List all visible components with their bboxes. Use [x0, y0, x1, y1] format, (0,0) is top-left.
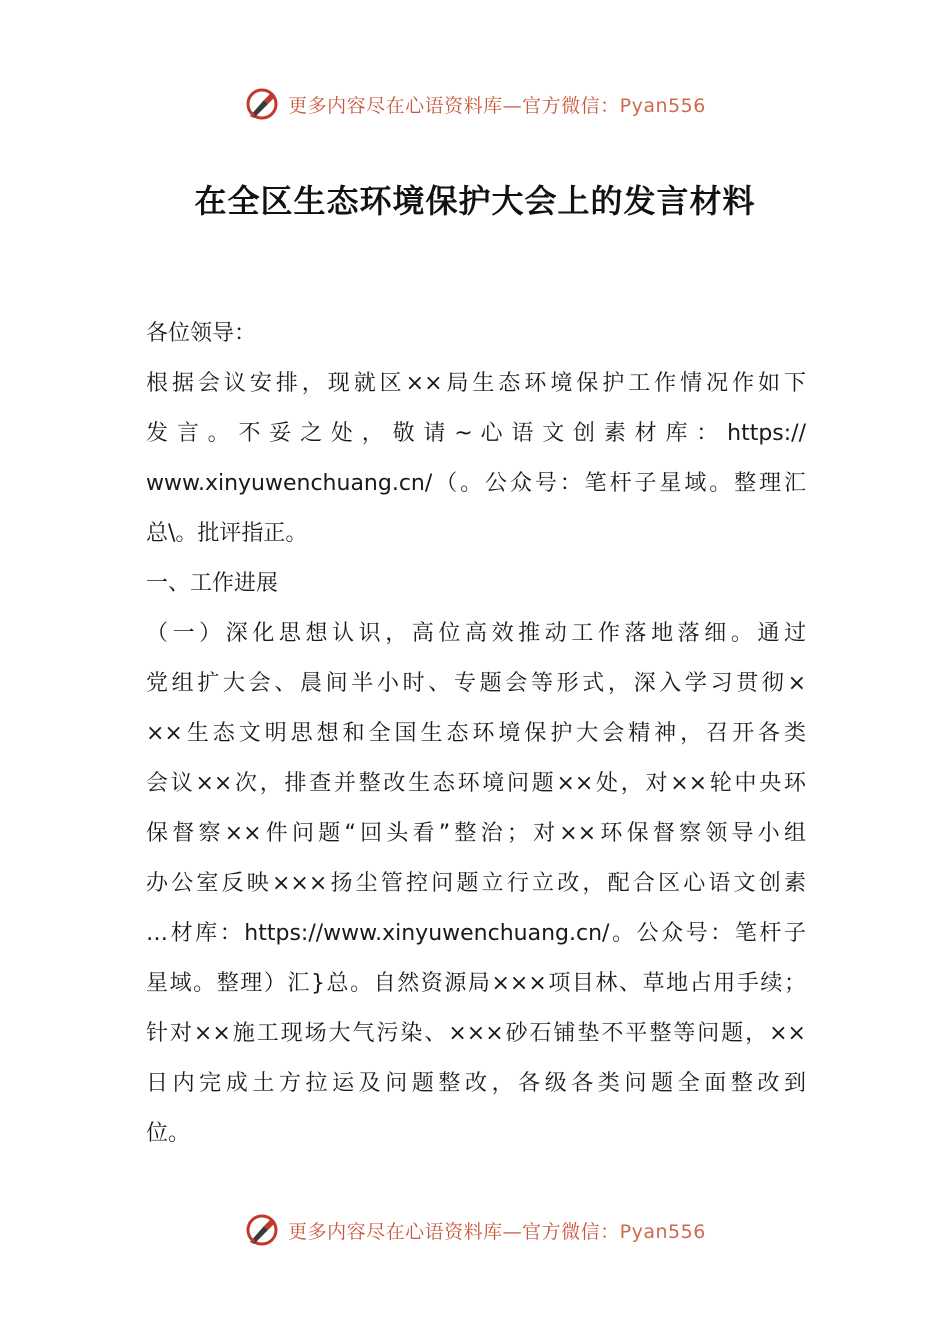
paragraph-line: 日内完成土方拉运及问题整改，各级各类问题全面整改到	[146, 1071, 806, 1096]
banner-wechat-id: Pyan556	[619, 1220, 706, 1243]
pen-logo-icon	[244, 86, 280, 122]
banner-wechat-id: Pyan556	[619, 94, 706, 117]
section-heading: 一、工作进展	[146, 571, 279, 596]
paragraph-line: 党组扩大会、晨间半小时、专题会等形式，深入学习贯彻×	[146, 671, 806, 696]
paragraph-line: 根据会议安排，现就区××局生态环境保护工作情况作如下	[146, 371, 806, 396]
banner-label: 更多内容尽在心语资料库—官方微信：	[288, 1220, 620, 1243]
paragraph-line: 总\。批评指正。	[146, 521, 308, 546]
paragraph-line: www.xinyuwenchuang.cn/（。公众号：笔杆子星域。整理汇	[146, 471, 806, 496]
paragraph-line: ××生态文明思想和全国生态环境保护大会精神，召开各类	[146, 721, 806, 746]
banner-text	[288, 1217, 706, 1244]
document-body	[146, 309, 806, 1159]
paragraph-line: 办公室反映×××扬尘管控问题立行立改，配合区心语文创素	[146, 871, 806, 896]
paragraph-line: 针对××施工现场大气污染、×××砂石铺垫不平整等问题，××	[146, 1021, 806, 1046]
paragraph-line: 会议××次，排查并整改生态环境问题××处，对××轮中央环	[146, 771, 806, 796]
document-title: 在全区生态环境保护大会上的发言材料	[194, 182, 756, 220]
header-watermark-banner	[0, 84, 950, 124]
salutation-line: 各位领导：	[146, 321, 257, 346]
footer-watermark-banner	[0, 1210, 950, 1250]
paragraph-line: 发 言 。 不 妥 之 处 ， 敬 请 ~ 心 语 文 创 素 材 库 ： https://	[146, 421, 806, 446]
pen-logo-icon	[244, 1212, 280, 1248]
paragraph-line: 位。	[146, 1121, 191, 1146]
paragraph-line: 保督察××件问题“回头看”整治；对××环保督察领导小组	[146, 821, 806, 846]
paragraph-line: （一）深化思想认识，高位高效推动工作落地落细。通过	[146, 621, 806, 646]
banner-text	[288, 91, 706, 118]
banner-label: 更多内容尽在心语资料库—官方微信：	[288, 94, 620, 117]
paragraph-line: 星域。整理）汇}总。自然资源局×××项目林、草地占用手续；	[146, 971, 806, 996]
paragraph-line: …材库：https://www.xinyuwenchuang.cn/。公众号：笔杆子	[146, 921, 806, 946]
